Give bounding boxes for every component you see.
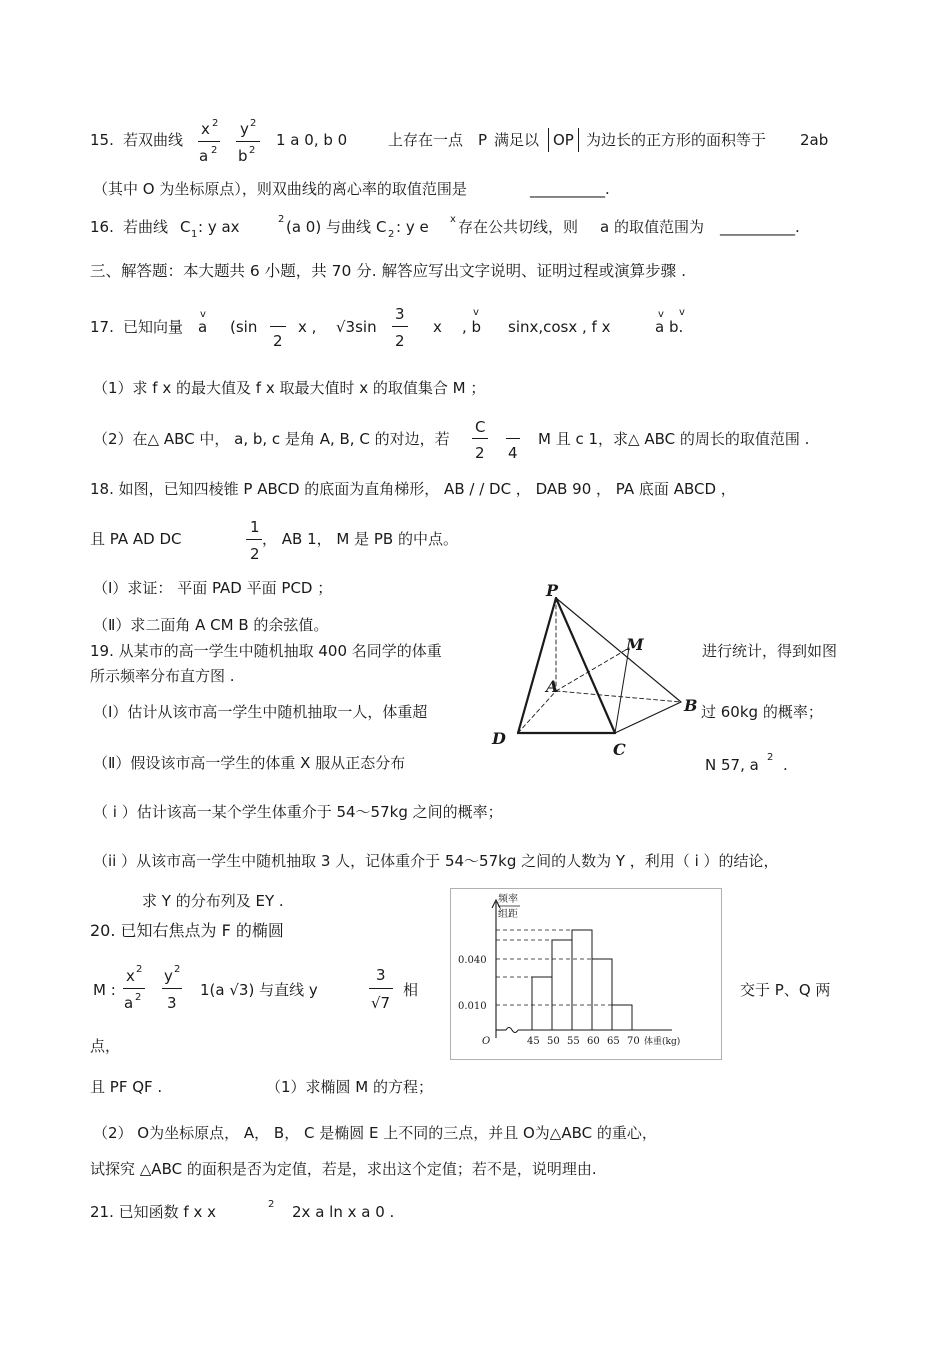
q18-part1: （Ⅰ）求证： 平面 PAD 平面 PCD ； xyxy=(93,579,333,597)
q17-text: a b. xyxy=(655,318,684,336)
q16-sub: 2 xyxy=(388,229,395,240)
q15-a: a xyxy=(199,147,209,165)
q20-y: y xyxy=(164,967,173,985)
q15-line2: （其中 O 为坐标原点），则双曲线的离心率的取值范围是 xyxy=(93,180,467,198)
q19-part1: （Ⅰ）估计从该市高一学生中随机抽取一人，体重超 xyxy=(93,703,428,721)
q19-part2: N 57, a xyxy=(705,756,759,774)
edge-ab xyxy=(556,691,681,702)
q20-text: 相 xyxy=(403,981,419,999)
q17-text: x , xyxy=(298,318,317,336)
q18-line2: 且 PA AD DC xyxy=(90,530,182,548)
q19-sup: 2 xyxy=(767,752,774,763)
x-tick-label: 50 xyxy=(547,1036,560,1047)
q19-part2: . xyxy=(783,756,788,774)
q17-den: 2 xyxy=(395,332,405,350)
histogram-bar xyxy=(592,959,612,1030)
q17-sqrt: √3sin xyxy=(336,318,377,336)
abs-bar xyxy=(548,128,549,152)
frac-bar xyxy=(392,326,408,327)
frac-bar xyxy=(506,438,520,439)
q20-a: a xyxy=(124,994,134,1012)
y-tick-label: 0.040 xyxy=(458,955,487,966)
q15-text: 上存在一点 xyxy=(388,131,464,149)
q17-c: C xyxy=(475,418,486,436)
q19-sub2: （ii ）从该市高一学生中随机抽取 3 人，记体重介于 54～57kg 之间的人数为 Y ，利用（ i ）的结论， xyxy=(93,852,779,870)
vertex-label-m: M xyxy=(626,635,644,654)
x-tick-label: 55 xyxy=(567,1036,580,1047)
frac-bar xyxy=(472,438,488,439)
q19-sub3: 求 Y 的分布列及 EY . xyxy=(142,892,284,910)
vector-arrow: v xyxy=(200,309,206,320)
q15-rhs: 1 a 0, b 0 xyxy=(276,131,348,149)
q19-part1: 过 60kg 的概率； xyxy=(701,703,823,721)
q20-line3: 且 PF QF . xyxy=(90,1078,163,1096)
q17-part2-text: M 且 c 1，求△ ABC 的周长的取值范围 . xyxy=(538,430,810,448)
q15-point: P xyxy=(478,131,488,149)
q17-text: (sin xyxy=(230,318,258,336)
edge-cb xyxy=(615,702,681,733)
vector-arrow: v xyxy=(658,309,664,320)
q20-m: M : xyxy=(93,981,116,999)
histogram-bar xyxy=(532,977,552,1030)
edge-pc xyxy=(556,598,615,733)
q15-y: y xyxy=(240,120,249,138)
q18-num: 1 xyxy=(250,518,260,536)
q16-sup: 2 xyxy=(278,214,285,225)
x-axis-unit: 体重(kg) xyxy=(644,1037,681,1047)
vertex-label-b: B xyxy=(684,696,698,715)
histogram-figure xyxy=(450,888,722,1060)
x-tick-label: 60 xyxy=(587,1036,600,1047)
q15-frac-bar xyxy=(236,141,260,142)
q15-sup: 2 xyxy=(211,145,218,156)
axis-break xyxy=(506,1028,518,1033)
section-heading: 三、解答题：本大题共 6 小题，共 70 分. 解答应写出文字说明、证明过程或演算步骤 . xyxy=(90,262,687,280)
y-tick-label: 0.010 xyxy=(458,1001,487,1012)
q17-den: 2 xyxy=(273,332,283,350)
x-tick-label: 65 xyxy=(607,1036,620,1047)
frac-bar xyxy=(246,539,262,540)
q15-text: 为边长的正方形的面积等于 xyxy=(586,131,767,149)
q16-c2: C xyxy=(376,218,387,236)
histogram-bar xyxy=(572,930,592,1030)
q18-den: 2 xyxy=(250,545,260,563)
q16-text: 若曲线 xyxy=(123,218,169,236)
frac-bar xyxy=(270,326,286,327)
figure-frame xyxy=(451,889,722,1060)
q17-text: x xyxy=(433,318,442,336)
histogram-bar xyxy=(612,1005,632,1030)
q17-text: , b xyxy=(462,318,482,336)
q18-line1: 18. 如图，已知四棱锥 P ABCD 的底面为直角梯形， AB / / DC ， DAB 90 ， PA 底面 ABCD ， xyxy=(90,480,736,498)
q20-part2: 试探究 △ABC 的面积是否为定值，若是，求出这个定值；若不是，说明理由. xyxy=(90,1160,597,1178)
q19-sub1: （ i ）估计该高一某个学生体重介于 54～57kg 之间的概率； xyxy=(93,803,503,821)
q20-text: 交于 P、Q 两 xyxy=(740,981,831,999)
histogram-bar xyxy=(552,940,572,1030)
q16-c1: C xyxy=(180,218,191,236)
q16-text: a 的取值范围为 xyxy=(600,218,704,236)
q21-text: 21. 已知函数 f x x xyxy=(90,1203,216,1221)
edge-pd xyxy=(518,598,559,733)
vertex-label-p: P xyxy=(546,581,559,600)
q17-num: 3 xyxy=(395,305,405,323)
q15-text: 若双曲线 xyxy=(123,131,184,149)
q19-line1: 进行统计，得到如图 xyxy=(702,642,838,660)
q16-text: : y ax xyxy=(198,218,240,236)
edge-am xyxy=(556,648,629,691)
q16-sup: x xyxy=(450,214,456,225)
origin-label: O xyxy=(482,1036,491,1047)
q20-sup: 2 xyxy=(135,992,142,1003)
y-label: 组距 xyxy=(498,909,518,920)
q16-text: : y e xyxy=(396,218,429,236)
vertex-label-c: C xyxy=(613,740,626,759)
edge-cm xyxy=(615,648,629,733)
q17-den: 2 xyxy=(475,444,485,462)
q21-sup: 2 xyxy=(268,1199,275,1210)
q17-den: 4 xyxy=(508,444,518,462)
q20-sup: 2 xyxy=(136,964,143,975)
q20-num: 3 xyxy=(376,966,386,984)
q20-sup: 2 xyxy=(174,964,181,975)
x-tick-label: 45 xyxy=(527,1036,540,1047)
q15-text: 满足以 xyxy=(494,131,540,149)
q15-sup: 2 xyxy=(212,118,219,129)
q17-part2-text: （2）在△ ABC 中， a, b, c 是角 A, B, C 的对边，若 xyxy=(93,430,450,448)
q16-text: 存在公共切线，则 xyxy=(458,218,579,236)
q16-blank: __________. xyxy=(720,218,800,236)
vector-arrow: v xyxy=(473,307,479,318)
q16-text: (a 0) 与曲线 xyxy=(286,218,371,236)
abs-bar xyxy=(578,128,579,152)
x-tick-label: 70 xyxy=(627,1036,640,1047)
q17-number: 17. xyxy=(90,318,114,336)
q20-part2: （2） O为坐标原点， A， B， C 是椭圆 E 上不同的三点，并且 O为△ABC 的重心， xyxy=(93,1124,657,1142)
q16-sub: 1 xyxy=(191,229,198,240)
q20-den: 3 xyxy=(167,994,177,1012)
q20-line1: 20. 已知右焦点为 F 的椭圆 xyxy=(90,921,284,940)
q19-part2: （Ⅱ）假设该市高一学生的体重 X 服从正态分布 xyxy=(93,754,406,772)
q17-text: sinx,cosx , f x xyxy=(508,318,611,336)
q20-x: x xyxy=(126,967,135,985)
q20-eq: 1(a √3) 与直线 y xyxy=(200,981,318,999)
y-label: 频率 xyxy=(498,894,518,905)
vector-arrow: v xyxy=(679,307,685,318)
q15-blank: __________. xyxy=(530,180,610,198)
q15-x: x xyxy=(201,120,210,138)
vertex-label-a: A xyxy=(546,677,559,696)
q20-text: 点， xyxy=(90,1037,121,1055)
q15-b: b xyxy=(238,147,248,165)
q17-a: a xyxy=(198,318,208,336)
frac-bar xyxy=(123,988,145,989)
q21-text: 2x a ln x a 0 . xyxy=(292,1203,395,1221)
q17-part1: （1）求 f x 的最大值及 f x 取最大值时 x 的取值集合 M ； xyxy=(93,379,486,397)
q15-op: OP xyxy=(553,131,574,149)
q19-line2: 所示频率分布直方图 . xyxy=(90,667,235,685)
q16-number: 16. xyxy=(90,218,114,236)
q15-value: 2ab xyxy=(800,131,829,149)
edge-pb xyxy=(556,598,681,702)
q17-text: 已知向量 xyxy=(123,318,184,336)
q18-line2: ， AB 1， M 是 PB 的中点。 xyxy=(262,530,458,548)
q20-part1: （1）求椭圆 M 的方程； xyxy=(266,1078,434,1096)
vertex-label-d: D xyxy=(492,729,506,748)
frac-bar xyxy=(369,988,393,989)
frac-bar xyxy=(162,988,182,989)
q18-part2: （Ⅱ）求二面角 A CM B 的余弦值。 xyxy=(93,616,329,634)
q15-sup: 2 xyxy=(249,145,256,156)
q15-sup: 2 xyxy=(250,118,257,129)
pyramid-figure xyxy=(488,578,708,763)
q20-den: √7 xyxy=(371,994,391,1012)
q19-line1: 19. 从某市的高一学生中随机抽取 400 名同学的体重 xyxy=(90,642,442,660)
q15-number: 15. xyxy=(90,131,114,149)
